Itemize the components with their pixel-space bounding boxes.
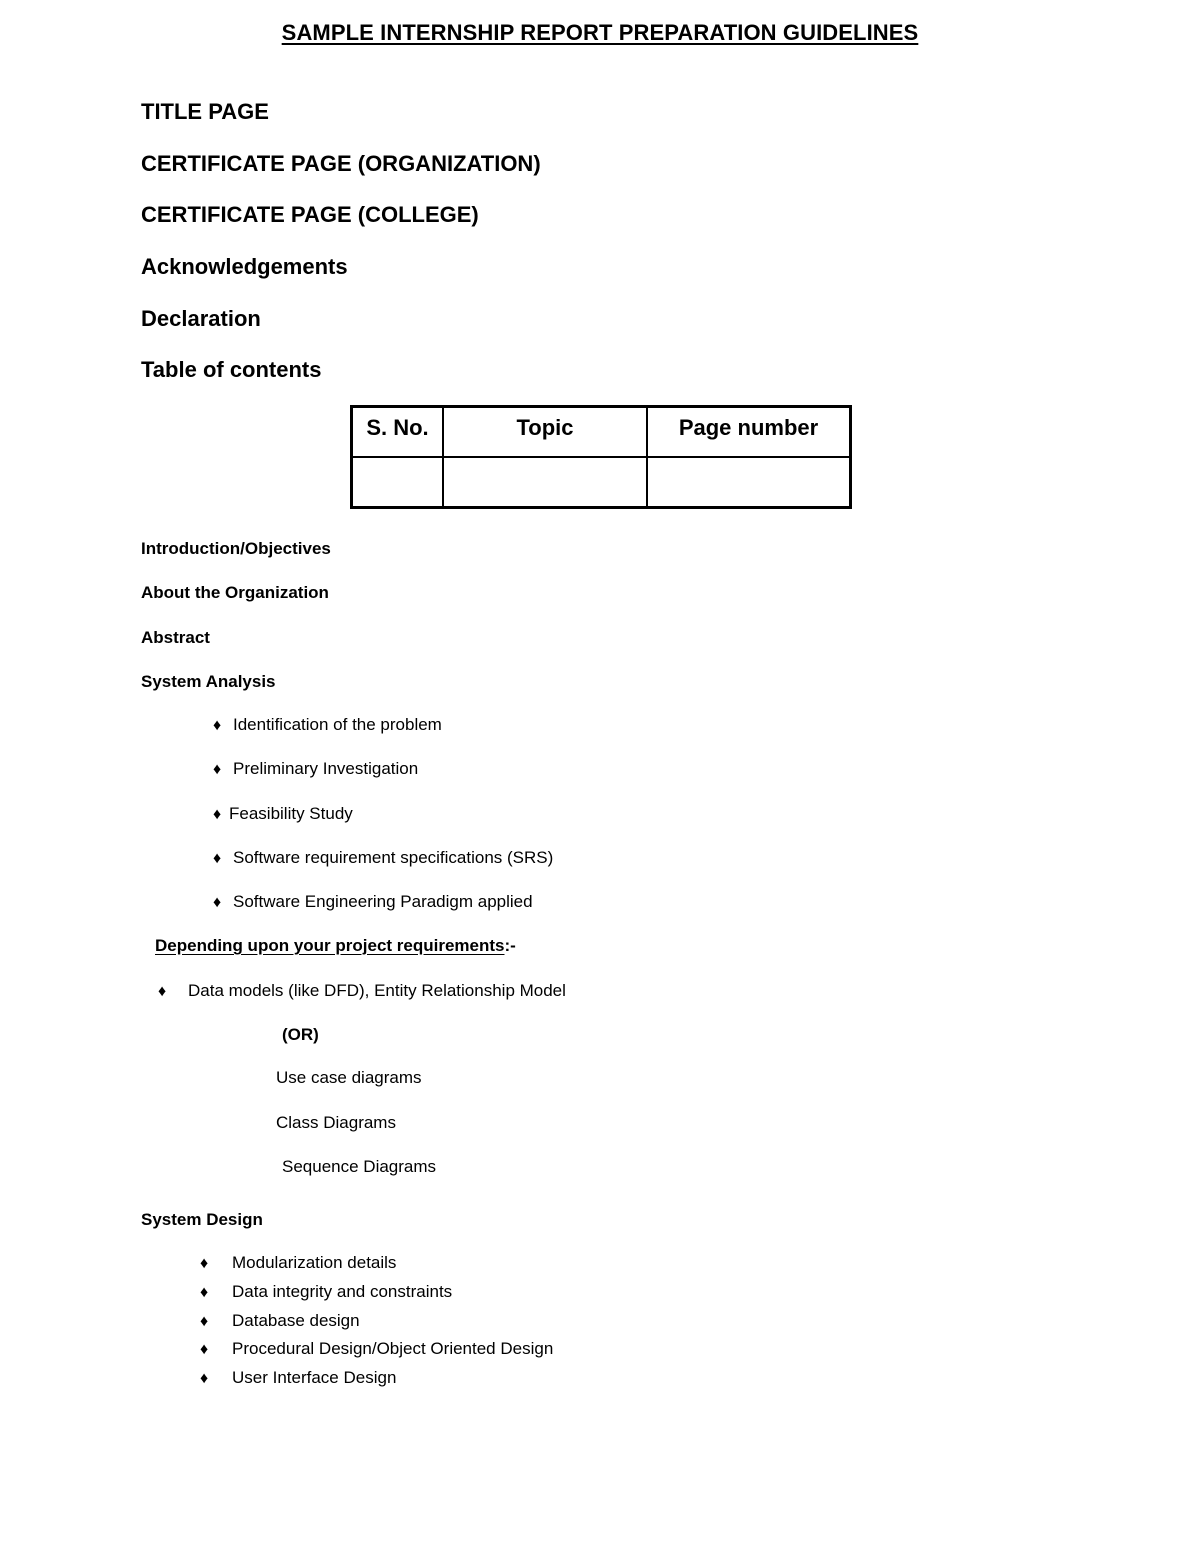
diamond-bullet-icon: ♦	[158, 983, 167, 1000]
diamond-bullet-icon: ♦	[200, 1341, 209, 1358]
list-item	[200, 1339, 553, 1359]
list-item-text: Procedural Design/Object Oriented Design	[232, 1339, 554, 1358]
alt-diagram-class: Class Diagrams	[276, 1113, 396, 1132]
diamond-bullet-icon: ♦	[213, 717, 222, 734]
list-item	[213, 759, 418, 779]
heading-acknowledgements: Acknowledgements	[141, 254, 348, 279]
list-item	[158, 981, 566, 1001]
alt-diagram-sequence: Sequence Diagrams	[282, 1157, 437, 1176]
list-item-text: Identification of the problem	[233, 715, 442, 734]
diamond-bullet-icon: ♦	[200, 1370, 209, 1387]
list-item-text: Data models (like DFD), Entity Relationship Model	[188, 981, 566, 1000]
list-item-text: Modularization details	[232, 1253, 397, 1272]
list-item	[200, 1368, 396, 1388]
toc-header-row	[352, 407, 851, 458]
toc-cell-page-number	[647, 457, 851, 508]
toc-header-page-number: Page number	[647, 407, 851, 458]
section-system-analysis: System Analysis	[141, 672, 276, 691]
toc-cell-topic	[443, 457, 647, 508]
alt-diagram-use-case: Use case diagrams	[276, 1068, 422, 1087]
list-item	[213, 715, 442, 735]
diamond-bullet-icon: ♦	[200, 1313, 209, 1330]
list-item-text: Feasibility Study	[229, 804, 353, 823]
section-introduction: Introduction/Objectives	[141, 539, 331, 558]
list-item-text: Software requirement specifications (SRS)	[233, 848, 554, 867]
toc-header-topic: Topic	[443, 407, 647, 458]
section-abstract: Abstract	[141, 628, 210, 647]
diamond-bullet-icon: ♦	[213, 850, 222, 867]
list-item	[213, 804, 353, 824]
diamond-bullet-icon: ♦	[200, 1284, 209, 1301]
depending-note-suffix: :-	[504, 936, 516, 955]
list-item	[200, 1282, 452, 1302]
diamond-bullet-icon: ♦	[213, 806, 222, 823]
list-item-text: Database design	[232, 1311, 360, 1330]
or-label: (OR)	[282, 1025, 319, 1044]
heading-table-of-contents: Table of contents	[141, 357, 322, 382]
heading-declaration: Declaration	[141, 306, 261, 331]
heading-title-page: TITLE PAGE	[141, 99, 269, 124]
list-item	[213, 848, 553, 868]
toc-header-sno: S. No.	[352, 407, 444, 458]
list-item-text: Data integrity and constraints	[232, 1282, 453, 1301]
list-item-text: User Interface Design	[232, 1368, 397, 1387]
toc-cell-sno	[352, 457, 444, 508]
document-title: SAMPLE INTERNSHIP REPORT PREPARATION GUIDELINES	[281, 20, 919, 45]
section-system-design: System Design	[141, 1210, 263, 1229]
list-item	[200, 1253, 396, 1273]
list-item-text: Software Engineering Paradigm applied	[233, 892, 533, 911]
section-about-organization: About the Organization	[141, 583, 329, 602]
diamond-bullet-icon: ♦	[200, 1255, 209, 1272]
list-item	[213, 892, 533, 912]
table-row	[352, 457, 851, 508]
list-item	[200, 1311, 360, 1331]
depending-note-label: Depending upon your project requirements	[155, 936, 505, 955]
list-item-text: Preliminary Investigation	[233, 759, 419, 778]
heading-certificate-organization: CERTIFICATE PAGE (ORGANIZATION)	[141, 151, 541, 176]
heading-certificate-college: CERTIFICATE PAGE (COLLEGE)	[141, 202, 479, 227]
diamond-bullet-icon: ♦	[213, 761, 222, 778]
depending-note	[155, 936, 516, 956]
toc-table	[350, 405, 852, 509]
diamond-bullet-icon: ♦	[213, 894, 222, 911]
